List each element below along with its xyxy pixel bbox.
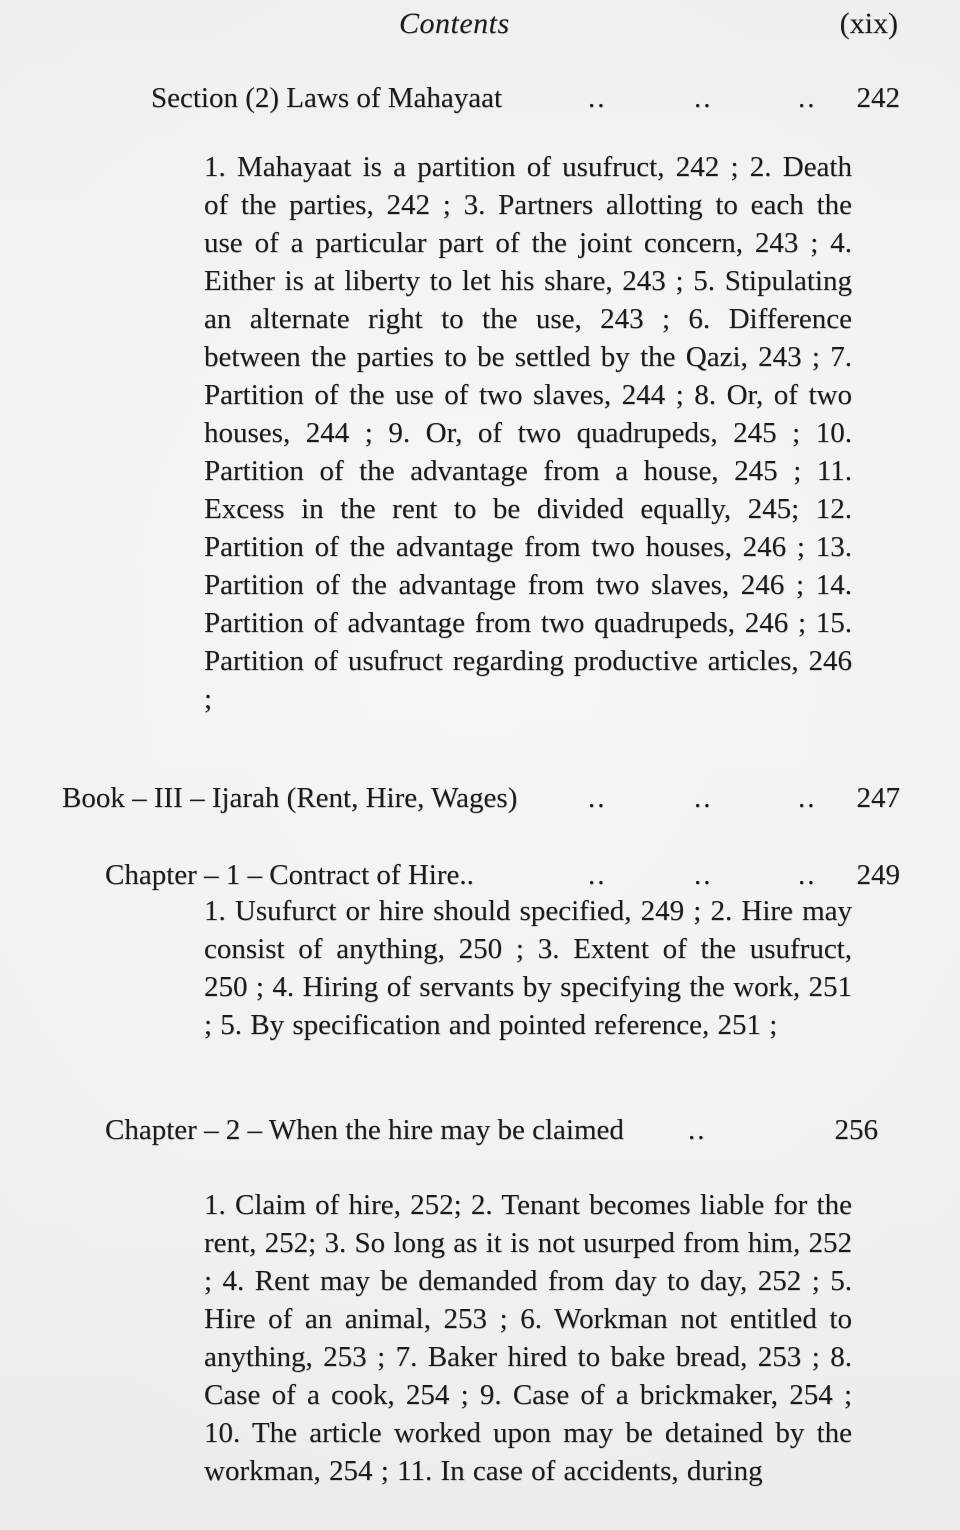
leader-dots: .. (798, 859, 817, 891)
toc-entry-page-number: 242 (856, 82, 900, 114)
page-header (0, 4, 960, 44)
toc-entry-page-number: 249 (856, 859, 900, 891)
toc-entry-heading: Section (2) Laws of Mahayaat (151, 82, 503, 114)
leader-dots: .. (688, 1114, 707, 1146)
toc-entry-chapter-2 (0, 1110, 960, 1150)
toc-entry-heading: Chapter – 2 – When the hire may be claimed (105, 1114, 624, 1146)
leader-dots: .. (798, 82, 817, 114)
toc-entry-summary: 1. Mahayaat is a partition of usufruct, 242 ; 2. Death of the parties, 242 ; 3. Partners allotting to each the use of a particular part of the joint concern, 243 ; 4. Either is at liberty to let his share, 243 ; 5. Stipulating an alternate right to the use, 243 ; 6. Difference between the parties to be settled by the Qazi, 243 ; 7. Partition of the use of two slaves, 244 ; 8. Or, of two houses, 244 ; 9. Or, of two quadrupeds, 245 ; 10. Partition of the advantage from a house, 245 ; 11. Excess in the rent to be divided equally, 245; 12. Partition of the advantage from two houses, 246 ; 13. Partition of the advantage from two slaves, 246 ; 14. Partition of advantage from two quadrupeds, 246 ; 15. Partition of usufruct regarding productive articles, 246 ; (204, 151, 852, 715)
leader-dots: .. (798, 782, 817, 814)
toc-entry-page-number: 247 (856, 782, 900, 814)
leader-dots: .. (694, 82, 713, 114)
leader-dots: .. (588, 82, 607, 114)
leader-dots: .. (588, 782, 607, 814)
toc-entry-section-2 (0, 78, 960, 118)
toc-entry-chapter-1 (0, 855, 960, 895)
toc-entry-heading: Chapter – 1 – Contract of Hire.. (105, 859, 474, 891)
leader-dots: .. (694, 859, 713, 891)
page-title: Contents (399, 7, 510, 40)
toc-entry-heading: Book – III – Ijarah (Rent, Hire, Wages) (62, 782, 518, 814)
toc-entry-summary: 1. Usufurct or hire should specified, 249 ; 2. Hire may consist of anything, 250 ; 3. Extent of the usufruct, 250 ; 4. Hiring of servants by specifying the work, 251 ; 5. By specification and pointed reference, 251 ; (204, 895, 852, 1041)
page-folio: (xix) (839, 7, 898, 40)
toc-entry-page-number: 256 (834, 1114, 878, 1146)
leader-dots: .. (694, 782, 713, 814)
leader-dots: .. (588, 859, 607, 891)
toc-entry-book-3 (0, 778, 960, 818)
toc-entry-summary: 1. Claim of hire, 252; 2. Tenant becomes liable for the rent, 252; 3. So long as it is not usurped from him, 252 ; 4. Rent may be demanded from day to day, 252 ; 5. Hire of an animal, 253 ; 6. Workman not entitled to anything, 253 ; 7. Baker hired to bake bread, 253 ; 8. Case of a cook, 254 ; 9. Case of a brickmaker, 254 ; 10. The article worked upon may be detained by the workman, 254 ; 11. In case of accidents, during (204, 1189, 852, 1487)
